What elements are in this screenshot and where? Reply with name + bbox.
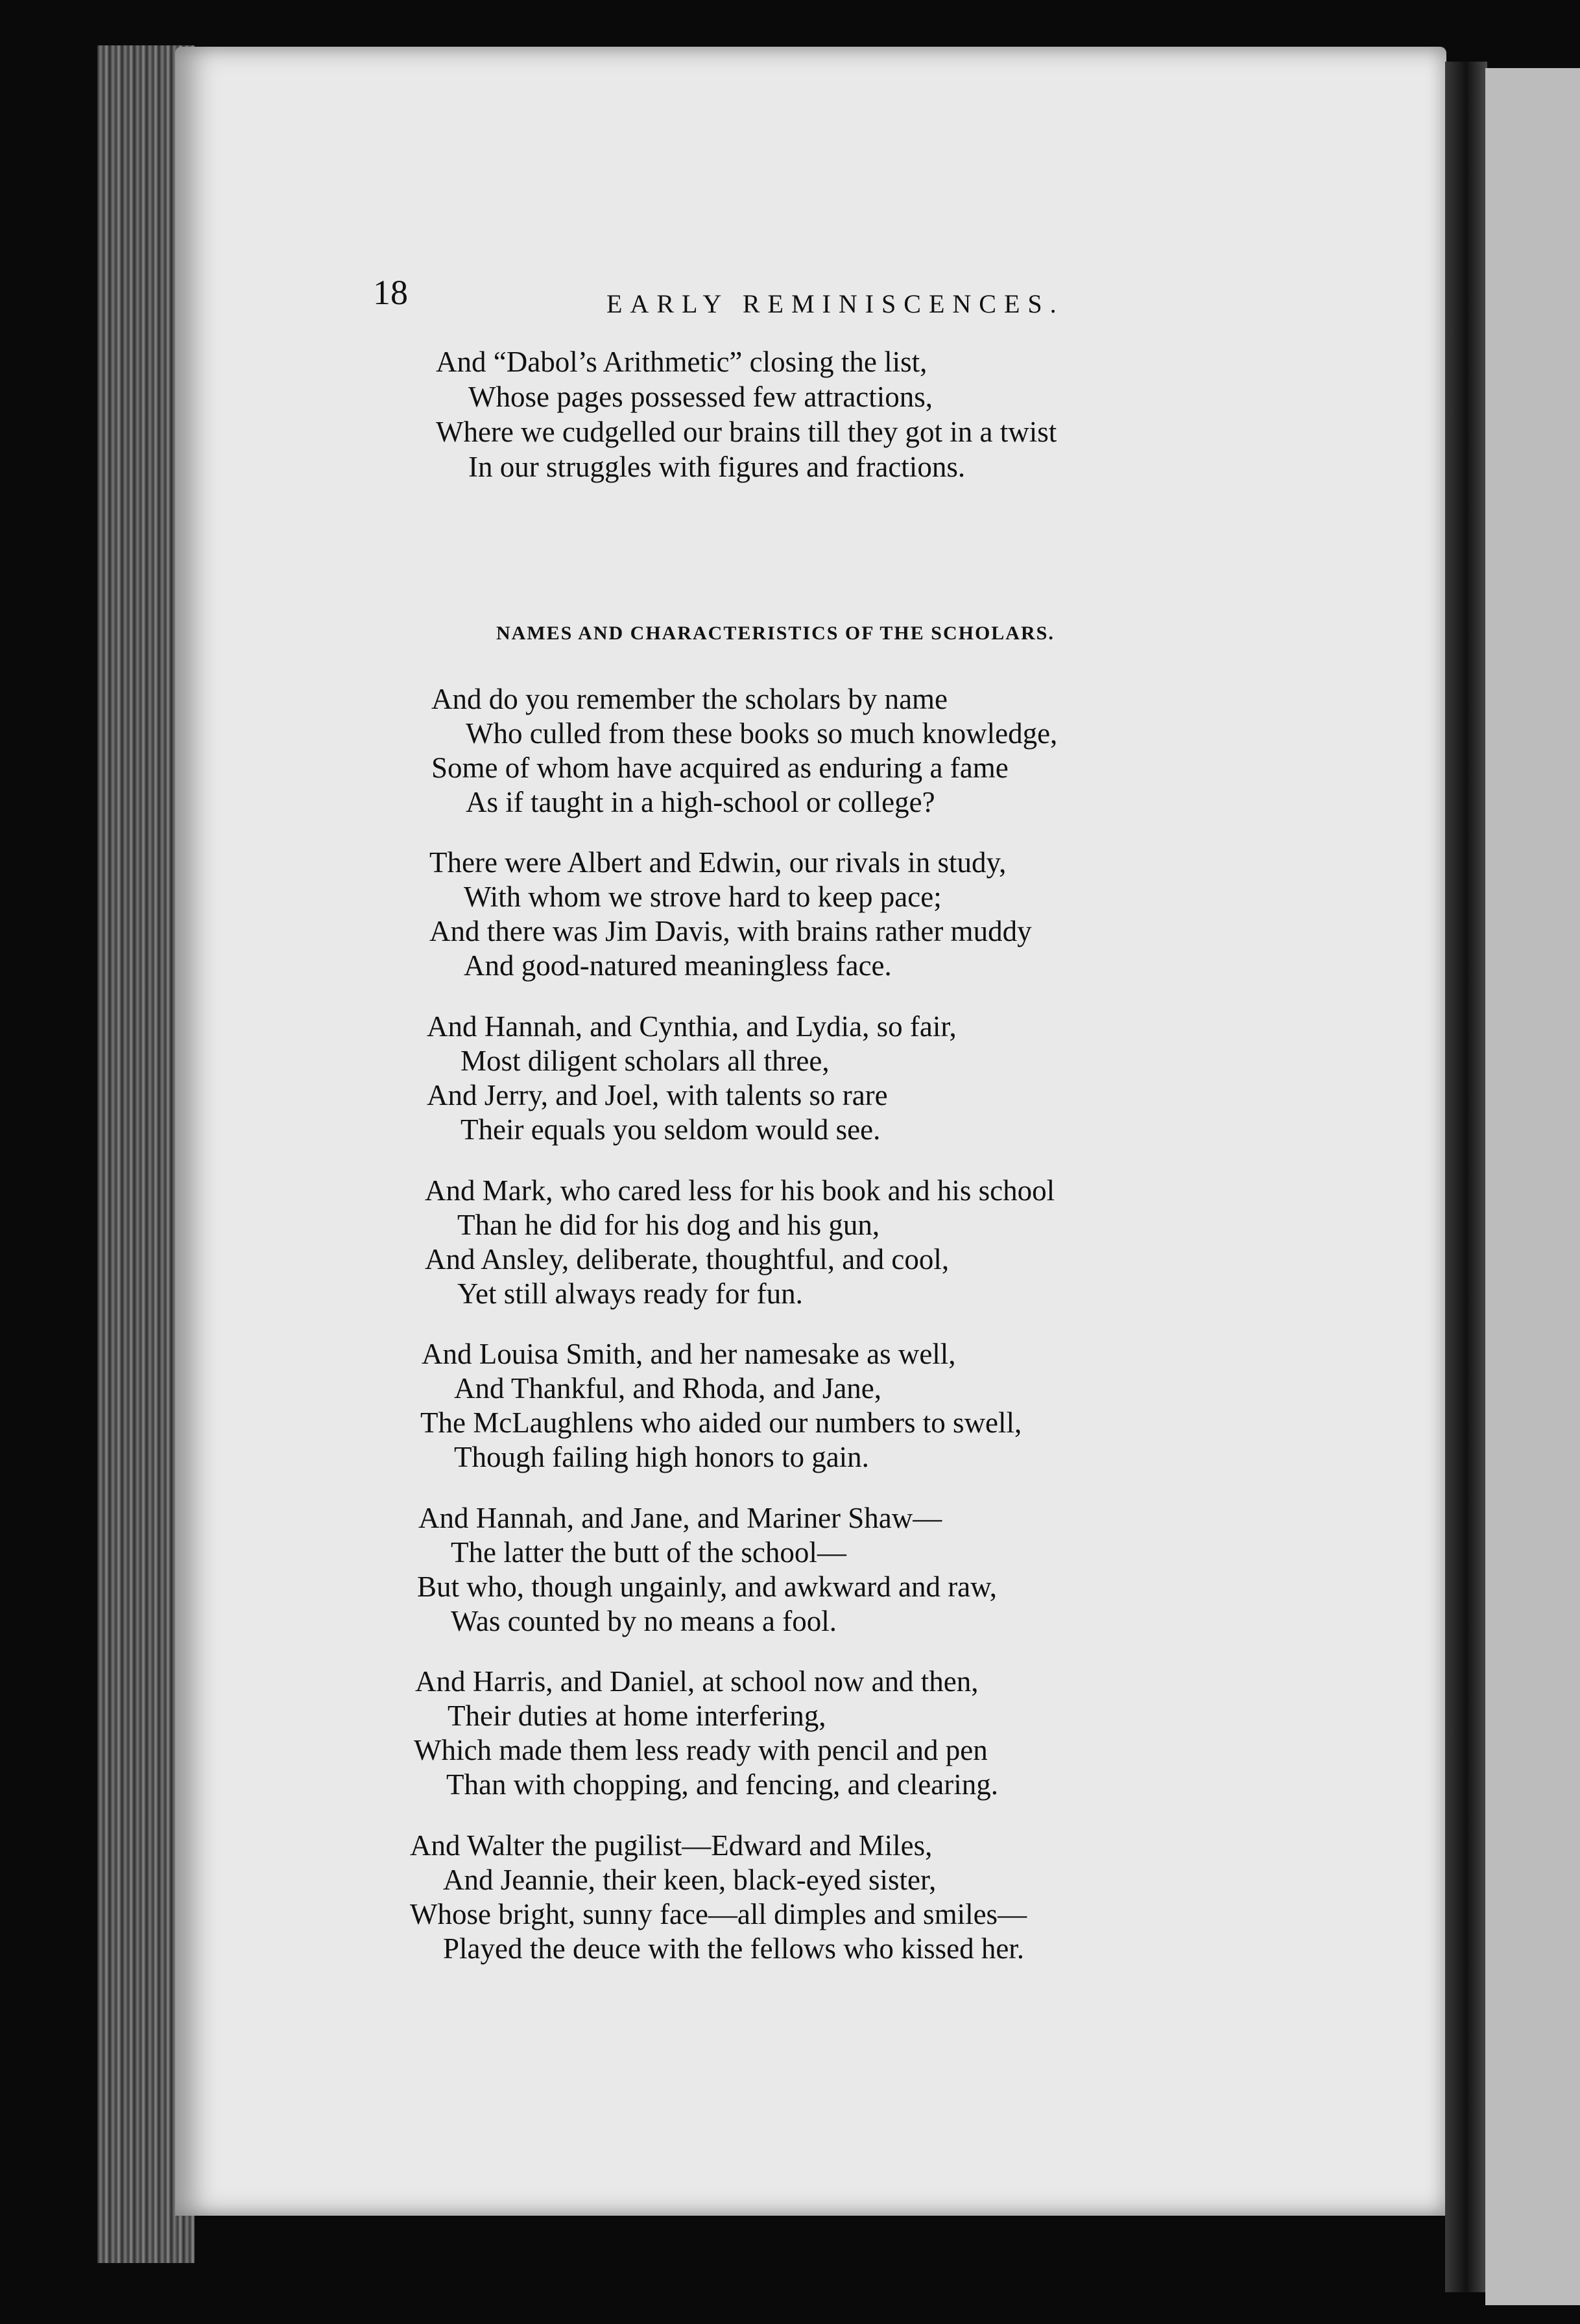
poem-line: Though failing high honors to gain. xyxy=(454,1441,869,1473)
page-number: 18 xyxy=(373,273,408,312)
poem-line: And Walter the pugilist—Edward and Miles, xyxy=(410,1829,933,1862)
poem-line: Than with chopping, and fencing, and clearing. xyxy=(446,1768,998,1801)
poem-line: And do you remember the scholars by name xyxy=(431,683,948,715)
poem-line: Their equals you seldom would see. xyxy=(461,1113,881,1146)
poem-line: Most diligent scholars all three, xyxy=(461,1045,830,1077)
poem-line: The McLaughlens who aided our numbers to swell, xyxy=(420,1406,1022,1439)
poem-line: With whom we strove hard to keep pace; xyxy=(464,881,942,913)
poem-line: And Thankful, and Rhoda, and Jane, xyxy=(454,1372,882,1405)
poem-line: Some of whom have acquired as enduring a fame xyxy=(431,752,1009,784)
poem-line: But who, though ungainly, and awkward and raw, xyxy=(417,1571,997,1603)
poem-line: And Mark, who cared less for his book and his school xyxy=(425,1174,1055,1207)
poem-line: In our struggles with figures and fractions. xyxy=(468,451,966,483)
poem-line: And “Dabol’s Arithmetic” closing the list, xyxy=(436,346,928,378)
poem-line: The latter the butt of the school— xyxy=(451,1536,846,1569)
section-heading: NAMES AND CHARACTERISTICS OF THE SCHOLARS. xyxy=(496,622,1055,644)
poem-line: Yet still always ready for fun. xyxy=(457,1277,803,1310)
poem-line: Their duties at home interfering, xyxy=(448,1700,826,1732)
poem-line: Than he did for his dog and his gun, xyxy=(457,1209,880,1241)
poem-line: And Hannah, and Jane, and Mariner Shaw— xyxy=(418,1502,942,1534)
poem-line: Played the deuce with the fellows who kissed her. xyxy=(443,1932,1025,1965)
book-gutter xyxy=(1445,62,1487,2292)
poem-line: Where we cudgelled our brains till they got in a twist xyxy=(436,416,1057,448)
poem-line: And there was Jim Davis, with brains rather muddy xyxy=(429,915,1032,947)
running-head: EARLY REMINISCENCES. xyxy=(606,289,1064,318)
poem-line: There were Albert and Edwin, our rivals in study, xyxy=(429,846,1007,879)
next-page-edge xyxy=(1485,68,1580,2305)
poem-line: And Ansley, deliberate, thoughtful, and cool, xyxy=(425,1243,950,1275)
poem-line: Who culled from these books so much knowledge, xyxy=(466,717,1058,750)
poem-line: Was counted by no means a fool. xyxy=(451,1605,837,1637)
poem-line: And good-natured meaningless face. xyxy=(464,949,892,982)
poem-line: And Harris, and Daniel, at school now and then, xyxy=(415,1665,979,1698)
poem-line: Whose pages possessed few attractions, xyxy=(468,381,933,413)
poem-line: And Hannah, and Cynthia, and Lydia, so fair, xyxy=(427,1010,957,1043)
poem-line: Which made them less ready with pencil and pen xyxy=(414,1734,988,1766)
poem-line: Whose bright, sunny face—all dimples and smiles— xyxy=(410,1898,1027,1930)
poem-line: And Louisa Smith, and her namesake as well, xyxy=(422,1338,956,1370)
poem-line: And Jerry, and Joel, with talents so rare xyxy=(427,1079,888,1111)
poem-line: And Jeannie, their keen, black-eyed sister, xyxy=(443,1864,937,1896)
poem-line: As if taught in a high-school or college? xyxy=(466,786,935,818)
